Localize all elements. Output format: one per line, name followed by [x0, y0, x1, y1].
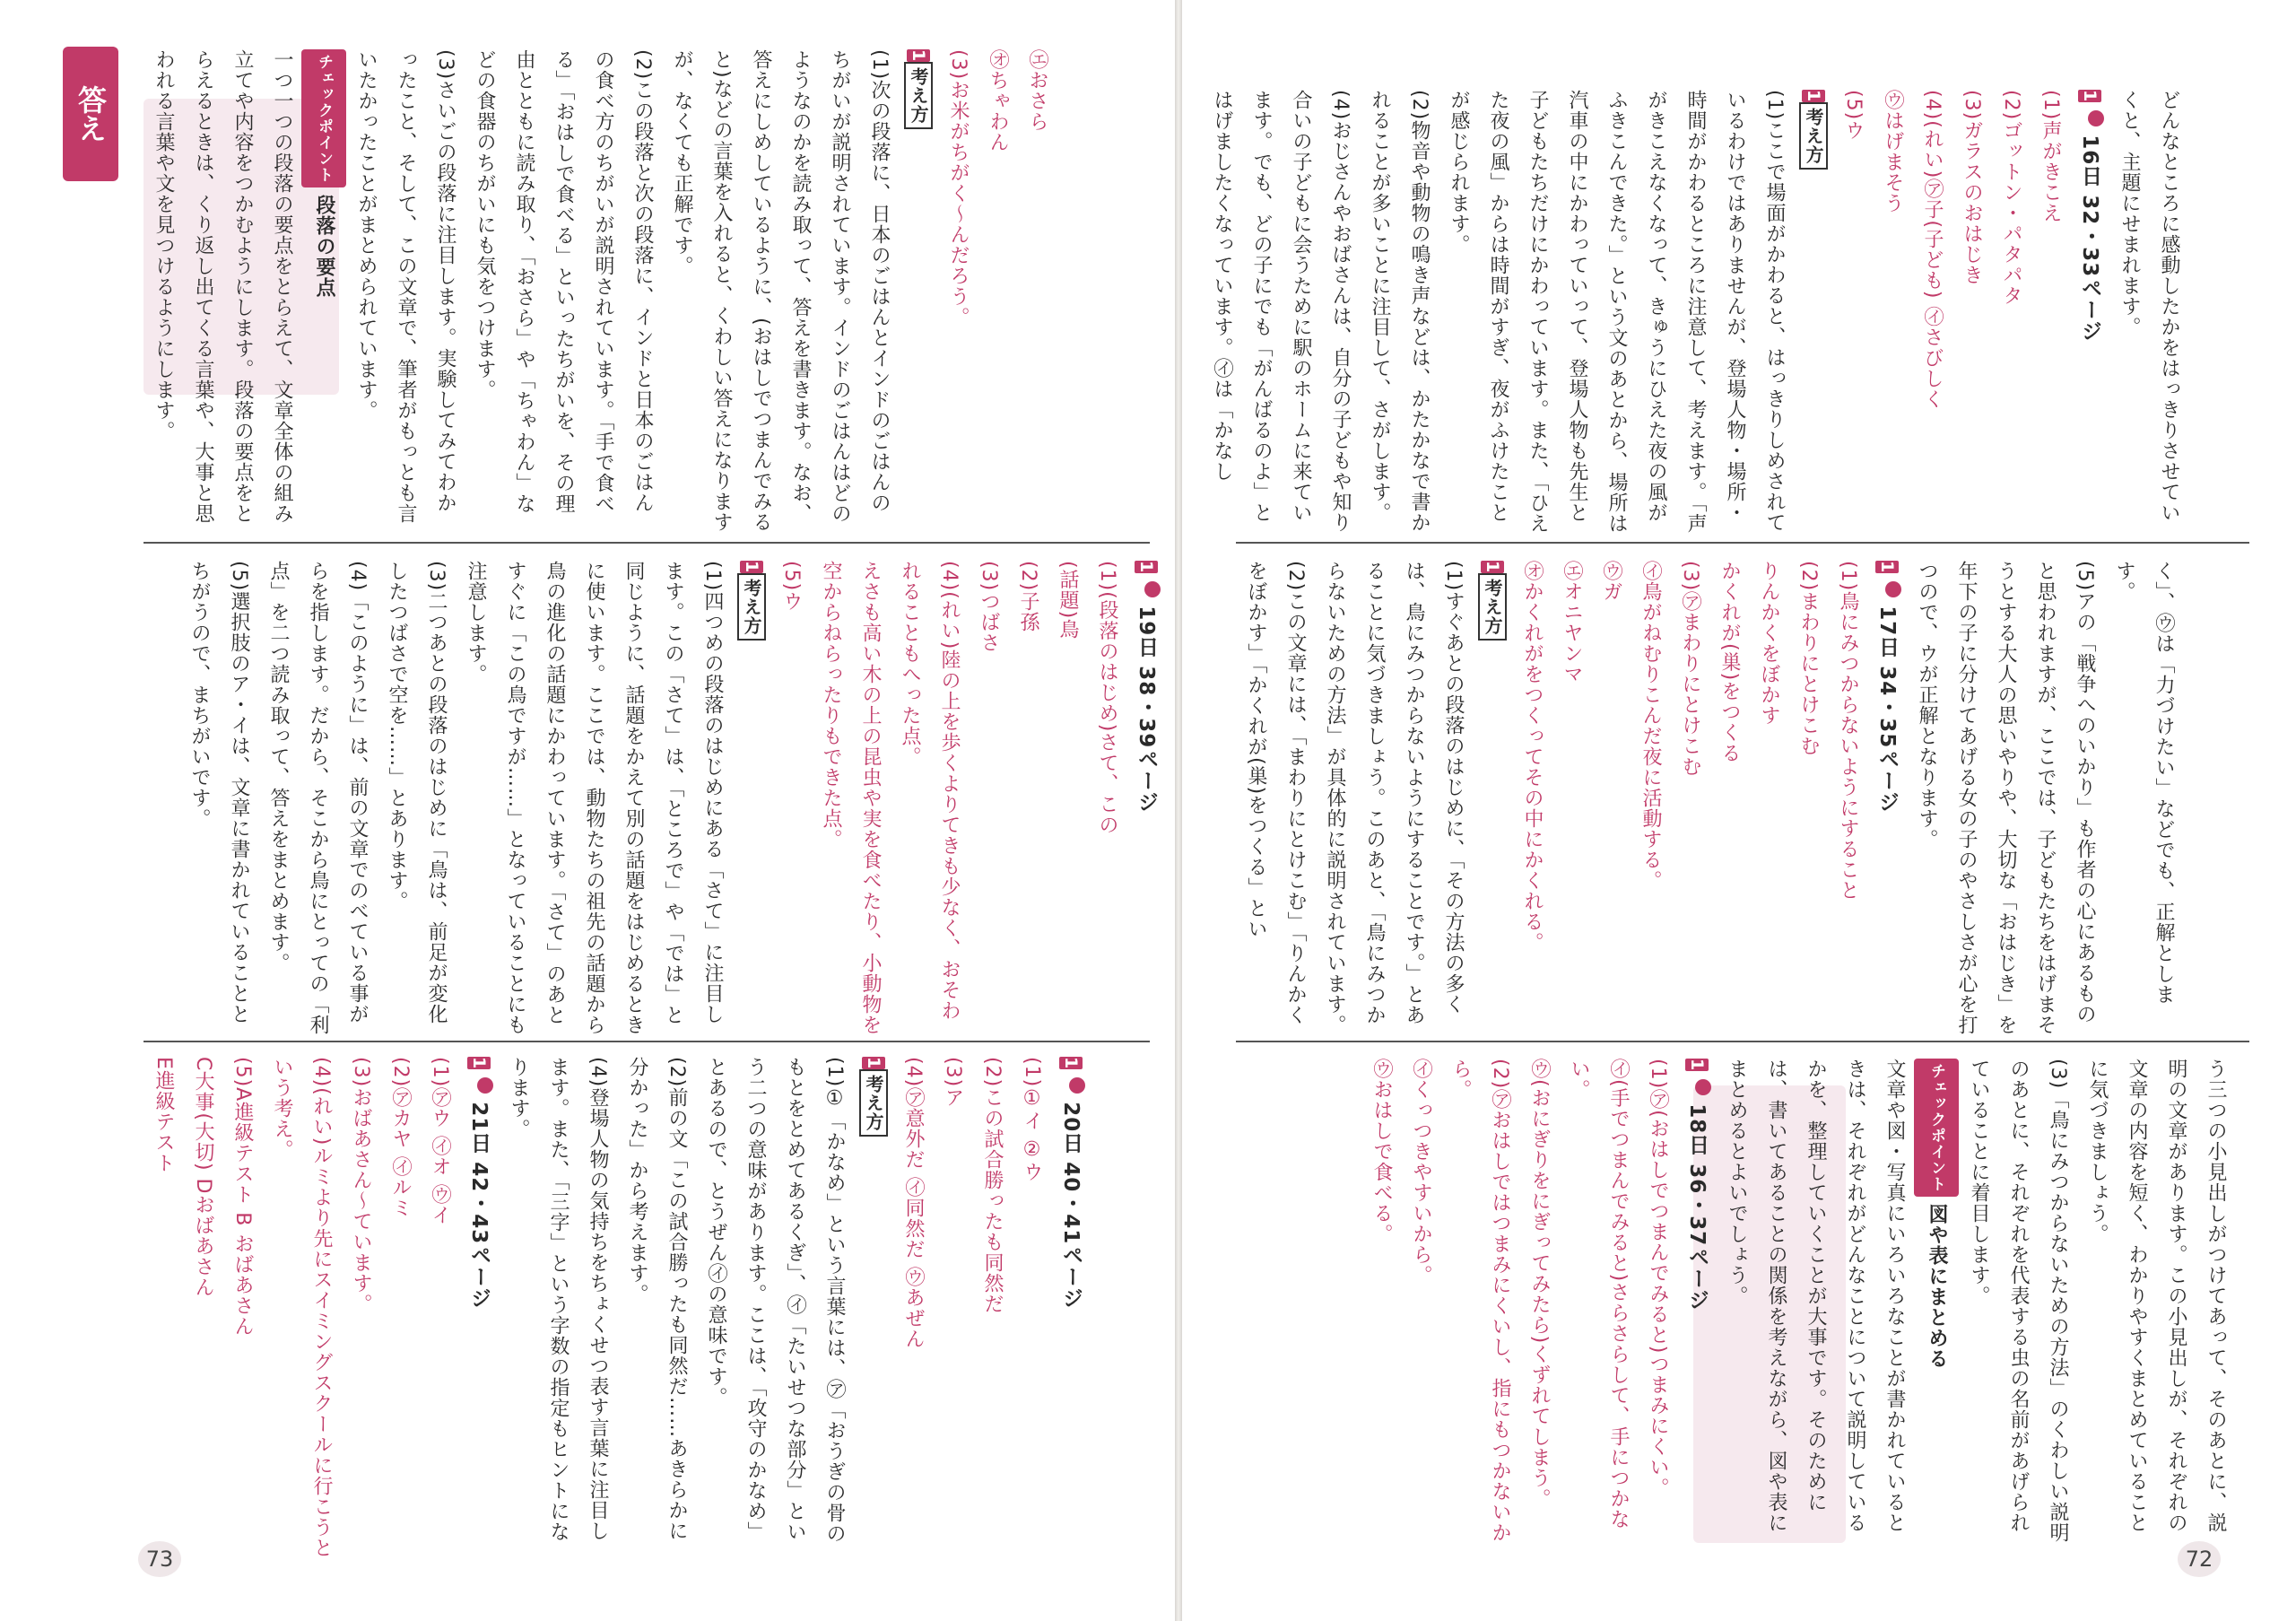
continuation-text: どんなところに感動したかをはっきりさせていくと、主題にせまれます。	[2118, 90, 2180, 523]
explanation-para: (2)物音や動物の鳴き声などは、かたかなで書かれることが多いことに注目して、さがします。	[1369, 90, 1431, 534]
answer-line: ㋒ガ	[1600, 561, 1622, 602]
left-middle-block	[179, 561, 1158, 1036]
question-number-badge: 1	[909, 49, 928, 63]
day-header: 19日 38・39ページ	[1135, 606, 1158, 814]
page-number-right: 72	[2178, 1541, 2221, 1577]
day-dot-icon	[1144, 581, 1161, 597]
explanation-para: (5)選択肢のア・イは、文章に書かれていることとちがうので、まちがいです。	[188, 561, 250, 1025]
divider-line	[144, 542, 1150, 544]
question-number-badge: 1	[1483, 561, 1502, 574]
explanation-para: (4)登場人物の気持ちをちょくせつ表す言葉に注目します。また、「三字」という字数の指定もヒントになります。	[508, 1057, 609, 1542]
answer-line: (2)ゴットン・パタパタ	[2000, 90, 2022, 307]
book-gutter	[1175, 0, 1182, 1621]
answer-line: C大事(大切) Dおばあさん	[192, 1057, 214, 1298]
left-top-text	[144, 49, 1057, 534]
explanation-para: (2)前の文「この試合勝ったも同然だ……あきらかに分かった」から考えます。	[626, 1057, 688, 1542]
day-dot-icon	[1695, 1079, 1711, 1095]
continuation-text: う三つの小見出しがつけてあって、そのあとに、説明の文章があります。この小見出しが、それぞれの文章の内容を短く、わかりやすくまとめていることに気づきましょう。	[2086, 1059, 2227, 1533]
answer-tab: 答え	[63, 47, 118, 181]
answer-line: (5)ウ	[780, 561, 803, 613]
checkpoint-tag: チェックポイント	[1914, 1059, 1959, 1197]
answer-line: (3)ガラスのおはじき	[1961, 90, 1983, 286]
left-bottom-text	[144, 1057, 1091, 1559]
divider-line	[144, 1041, 1150, 1042]
question-number-badge: 1	[1061, 1057, 1081, 1070]
answer-line: (3)つばさ	[978, 561, 1000, 654]
answer-line: (4)㋐意外だ ㋑同然だ ㋒あぜん	[902, 1057, 925, 1350]
answer-line: (3)お米がちがく〜んだろう。	[947, 49, 970, 328]
continuation-text: (3)「鳥にみつからないための方法」のくわしい説明のあとに、それぞれを代表する虫の名前があげられていることに着目します。	[1968, 1059, 2069, 1544]
day-dot-icon	[477, 1077, 493, 1094]
answer-line: (3)ア	[942, 1057, 964, 1109]
question-number-badge: 1	[1136, 561, 1156, 574]
left-middle-text	[179, 561, 1166, 1036]
day-header: 21日 42・43ページ	[467, 1102, 491, 1310]
right-top-text	[1202, 90, 2188, 538]
answer-line: ㋓おさら	[1026, 49, 1048, 132]
answer-line: えさも高い木の上の昆虫や実を食べたり、小動物を空からねらったりもできた点。	[820, 561, 882, 1035]
explanation-para: (2)この段落と次の段落に、インドと日本のごはんの食べ方のちがいが説明されています。「手で食べる」「おはしで食べる」といったちがいを、その理由とともに読み取り、「おさら」や「ちゃわん」などの食器のちがいにも気をつけます。	[474, 49, 654, 514]
question-number-badge: 1	[1687, 1059, 1707, 1072]
answer-line: (話題)鳥	[1057, 561, 1079, 641]
kangae-label: 考え方	[1799, 102, 1828, 170]
day-header: 20日 40・41ページ	[1059, 1102, 1083, 1310]
divider-line	[1236, 1041, 2249, 1042]
explanation-para: (4)おじさんやおばさんは、自分の子どもや知り合いの子どもに会うために駅のホームに来ています。でも、どの子にでも「がんばるのよ」とはげましたくなっています。㋑は「かなし	[1211, 90, 1352, 534]
left-top-block	[144, 49, 1148, 534]
answer-line: ㋒おはしで食べる。	[1370, 1059, 1393, 1244]
answer-line: ㋔ちゃわん	[987, 49, 1009, 153]
answer-line: (4)(れい)㋐子(子ども) ㋑さびしく	[1921, 90, 1944, 410]
answer-line: (1)鳥にみつからないようにすること	[1837, 561, 1859, 902]
answer-line: ㋒はげまそう	[1882, 90, 1904, 214]
answer-line: (2)子孫	[1017, 561, 1039, 633]
answer-line: ㋑(手でつまんでみると)さらさらして、手につかない。	[1568, 1059, 1630, 1530]
answer-line: (3)おばあさん〜ています。	[350, 1057, 372, 1315]
question-number-badge: 1	[2080, 90, 2100, 103]
answer-line: (1)㋐(おはしでつまんでみると)つまみにくい。	[1647, 1059, 1669, 1499]
day-header: 17日 34・35ページ	[1875, 606, 1899, 814]
checkpoint-tag: チェックポイント	[301, 49, 346, 187]
explanation-para: (2)この文章には、「まわりにとけこむ」「りんかくをぼかす」「かくれが(巣)をつくる」とい	[1245, 561, 1307, 1026]
day-header: 18日 36・37ページ	[1685, 1103, 1709, 1312]
continuation-text: (5)アの「戦争へのいかり」も作者の心にあるものと思われますが、ここでは、子どもたちをはげまそうとする大人の思いやりや、大切な「おはじき」を年下の子に分けてあげる女の子のやさしさが心を打つので、ウが正解となります。	[1916, 561, 2096, 1035]
answer-line: ㋑鳥がねむりこんだ夜に活動する。	[1639, 561, 1662, 891]
answer-line: ㋓オニヤンマ	[1561, 561, 1583, 684]
kangae-label: 考え方	[737, 573, 766, 641]
checkpoint-text: 文章や図・写真にいろいろなことが書かれているときは、それぞれがどんなことについて説明しているかを、整理していくことが大事です。そのためには、書いてあることの関係を考えながら、図や表にまとめるとよいでしょう。	[1726, 1059, 1906, 1533]
explanation-para: (3)二つあとの段落のはじめに「鳥は、前足が変化したつばさで空を……」とあります。	[386, 561, 448, 1025]
answer-line: りんかくをぼかす	[1758, 561, 1780, 726]
answer-line: (1)声がきこえ	[2039, 90, 2062, 224]
right-middle-block	[1236, 561, 2249, 1036]
answer-line: E進級テスト	[152, 1057, 175, 1173]
day-dot-icon	[1069, 1077, 1085, 1094]
answer-line: (3)㋐まわりにとけこむ	[1679, 561, 1701, 778]
day-dot-icon	[2088, 110, 2104, 126]
answer-line: ㋒(おにぎりをにぎってみたら)くずれてしまう。	[1528, 1059, 1551, 1510]
explanation-para: (3)さいごの段落に注目します。実験してみてわかったこと、そして、この文章で、筆者がもっとも言いたかったことがまとめられています。	[355, 49, 457, 524]
answer-line: (4)(れい)ルミより先にスイミングスクールに行こうという考え。	[271, 1057, 333, 1559]
question-number-badge: 1	[1877, 561, 1897, 574]
kangae-label: 考え方	[859, 1069, 888, 1137]
answer-line: (1)㋐ウ ㋑オ ㋒イ	[429, 1057, 451, 1226]
divider-line	[1236, 542, 2249, 544]
right-bottom-text	[1361, 1059, 2235, 1547]
answer-line: ㋔かくれがをつくってその中にかくれる。	[1521, 561, 1544, 953]
explanation-para: (1)ここで場面がかわると、はっきりしめされているわけではありませんが、登場人物・場所・時間がかわるところに注意して、考えます。「声がきこえなくなって、きゅうにひえた夜の風がふきこんできた。」という文のあとから、場所は汽車の中にかわっていって、登場人物も先生と子どもたちだけにかわっています。また、「ひえた夜の風」からは時間がすぎ、夜がふけたことが感じられます。	[1448, 90, 1786, 534]
right-bottom-block	[1361, 1059, 2249, 1547]
answer-line: (2)㋐おはしではつまみにくいし、指にもつかないから。	[1449, 1059, 1511, 1544]
answer-line: ㋑くっつきやすいから。	[1410, 1059, 1432, 1285]
explanation-para: (1)四つめの段落のはじめにある「さて」に注目します。この「さて」は、「ところで」や「では」と同じように、話題をかえて別の話題をはじめるときに使います。ここでは、動物たちの祖先の話題から鳥の進化の話題にかわっています。「さて」のあとすぐに「この鳥ですが……」となっていることにも注意します。	[465, 561, 724, 1035]
answer-line: (2)この試合勝ったも同然だ	[981, 1057, 1004, 1315]
question-number-badge: 1	[1804, 90, 1823, 103]
answer-line: (1)(段落のはじめ)さて、この	[1096, 561, 1118, 836]
right-page	[1182, 0, 2296, 1621]
answer-line: (2)㋐カヤ ㋑ルミ	[389, 1057, 412, 1219]
kangae-label: 考え方	[904, 62, 933, 129]
checkpoint-title: 図や表にまとめる	[1926, 1204, 1948, 1369]
right-top-block	[1202, 90, 2251, 538]
day-dot-icon	[1885, 581, 1901, 597]
kangae-label: 考え方	[1478, 573, 1507, 641]
answer-line: (1)①イ ②ウ	[1021, 1057, 1043, 1183]
answer-line: (5)ウ	[1842, 90, 1865, 142]
explanation-para: (1)①「かなめ」という言葉には、㋐「おうぎの骨のもとをとめてあるくぎ」、㋑「たいせつな部分」という二つの意味があります。ここは、「攻守のかなめ」とあるので、とうぜん㋑の意味です。	[705, 1057, 846, 1545]
answer-line: (2)まわりにとけこむ	[1797, 561, 1820, 757]
explanation-para: (1)すぐあとの段落のはじめに、「その方法の多くは、鳥にみつからないようにすることです。」とあることに気づきましょう。このあと、「鳥にみつからないための方法」が具体的に説明されています。	[1324, 561, 1465, 1035]
explanation-para: (4)「このように」は、前の文章でのべている事がらを指します。だから、そこから鳥にとっての「利点」を二つ読み取って、答えをまとめます。	[267, 561, 369, 1035]
answer-line: かくれが(巣)をつくる	[1718, 561, 1741, 764]
left-bottom-block	[144, 1057, 1148, 1559]
question-number-badge: 1	[742, 561, 761, 574]
continuation-text: く」、㋒は「力づけたい」などでも、正解とします。	[2113, 561, 2175, 1005]
explanation-para: (1)次の段落に、日本のごはんとインドのごはんのちがいが説明されています。インドのごはんはどのようなのかを読み取って、答えを書きます。なお、答えにしめしているように、(おはしでつまんでみると)などの言葉を入れると、くわしい答えになりますが、なくても正解です。	[671, 49, 891, 533]
right-middle-text	[1236, 561, 2183, 1036]
checkpoint-title: 段落の要点	[313, 195, 335, 298]
answer-line: (4)(れい)陸の上を歩くよりてきも少なく、おそわれることもへった点。	[899, 561, 961, 1022]
question-number-badge: 1	[469, 1057, 489, 1070]
page-number-left: 73	[138, 1541, 181, 1577]
question-number-badge: 1	[864, 1057, 883, 1070]
checkpoint-text: 一つ一つの段落の要点をとらえて、文章全体の組み立てや内容をつかむようにします。段落の要点をとらえるときは、くり返し出てくる言葉や、大事と思われる言葉や文を見つけるようにします。	[152, 49, 293, 524]
answer-line: (5)A進級テスト B おばあさん	[231, 1057, 254, 1338]
day-header: 16日 32・33ページ	[2078, 135, 2101, 343]
